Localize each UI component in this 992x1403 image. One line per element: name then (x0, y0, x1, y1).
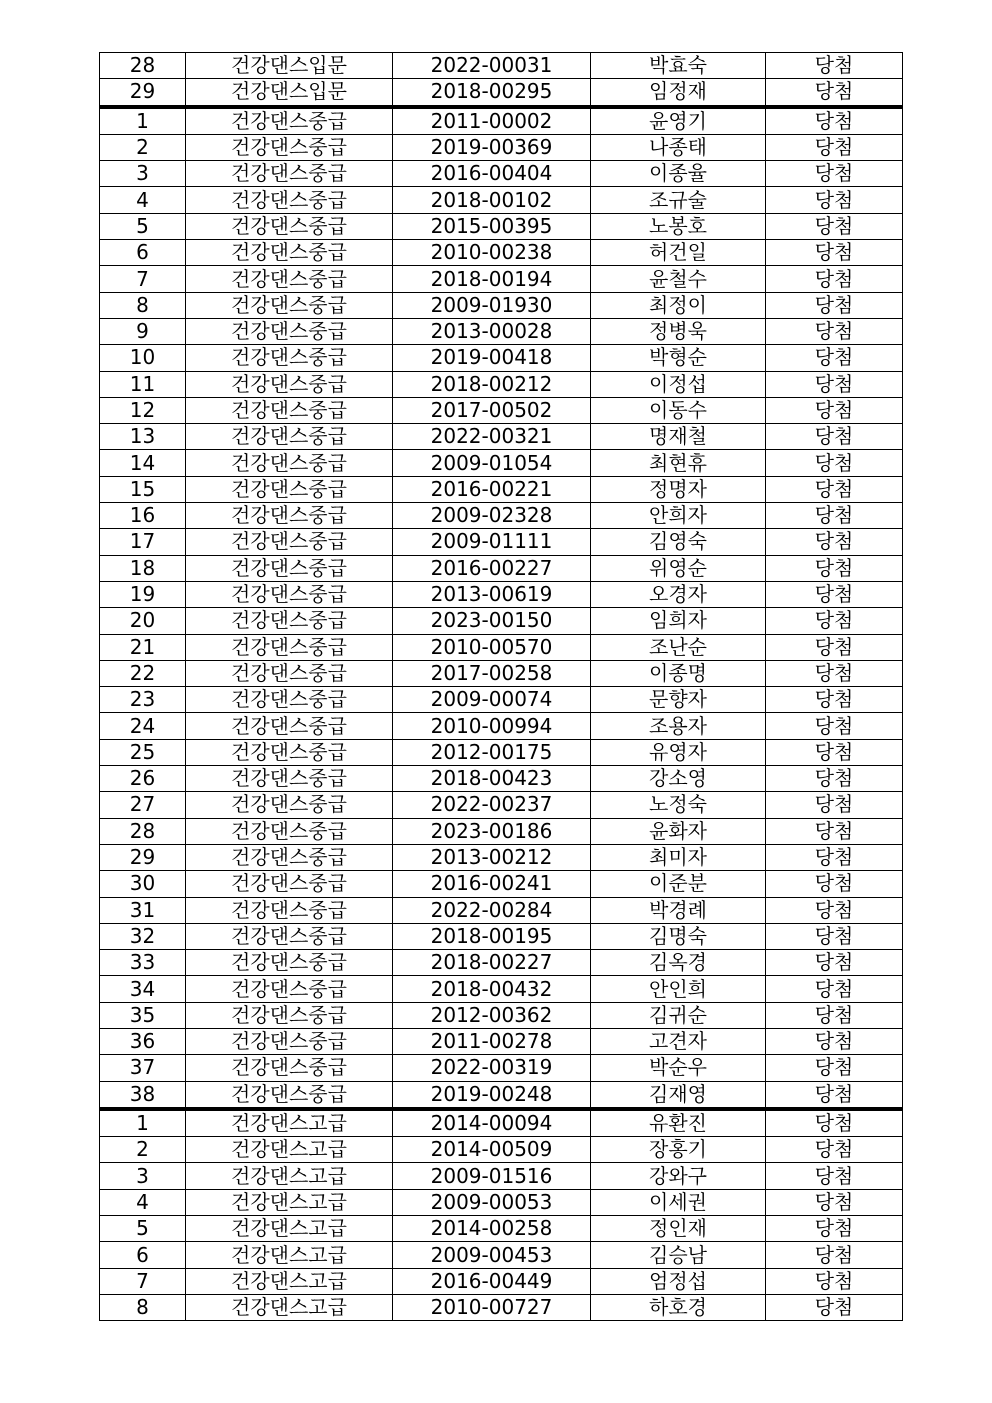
member-id-cell: 2009-00453 (393, 1242, 591, 1268)
row-number-cell: 9 (100, 318, 186, 344)
result-cell: 당첨 (766, 897, 903, 923)
result-cell: 당첨 (766, 450, 903, 476)
class-name-cell: 건강댄스중급 (186, 345, 393, 371)
row-number-cell: 2 (100, 134, 186, 160)
result-cell: 당첨 (766, 1081, 903, 1109)
class-name-cell: 건강댄스중급 (186, 107, 393, 135)
result-cell: 당첨 (766, 134, 903, 160)
member-name-cell: 노봉호 (591, 213, 766, 239)
table-row (100, 792, 903, 818)
table-row (100, 581, 903, 607)
result-cell: 당첨 (766, 1028, 903, 1054)
row-number-cell: 3 (100, 1163, 186, 1189)
row-number-cell: 5 (100, 1216, 186, 1242)
member-id-cell: 2018-00423 (393, 766, 591, 792)
result-cell: 당첨 (766, 1137, 903, 1163)
member-id-cell: 2012-00175 (393, 739, 591, 765)
result-cell: 당첨 (766, 1216, 903, 1242)
member-name-cell: 김명숙 (591, 923, 766, 949)
row-number-cell: 12 (100, 397, 186, 423)
class-name-cell: 건강댄스중급 (186, 476, 393, 502)
result-cell: 당첨 (766, 292, 903, 318)
result-cell: 당첨 (766, 687, 903, 713)
member-id-cell: 2014-00509 (393, 1137, 591, 1163)
row-number-cell: 22 (100, 660, 186, 686)
class-name-cell: 건강댄스고급 (186, 1242, 393, 1268)
member-id-cell: 2010-00570 (393, 634, 591, 660)
row-number-cell: 6 (100, 240, 186, 266)
row-number-cell: 5 (100, 213, 186, 239)
member-id-cell: 2016-00404 (393, 161, 591, 187)
row-number-cell: 33 (100, 950, 186, 976)
table-row (100, 1294, 903, 1320)
class-name-cell: 건강댄스중급 (186, 450, 393, 476)
class-name-cell: 건강댄스중급 (186, 687, 393, 713)
table-row (100, 1081, 903, 1109)
result-cell: 당첨 (766, 79, 903, 107)
class-name-cell: 건강댄스고급 (186, 1109, 393, 1137)
class-name-cell: 건강댄스중급 (186, 529, 393, 555)
member-id-cell: 2023-00186 (393, 818, 591, 844)
result-cell: 당첨 (766, 107, 903, 135)
table-row (100, 187, 903, 213)
class-name-cell: 건강댄스중급 (186, 292, 393, 318)
table-row (100, 555, 903, 581)
row-number-cell: 37 (100, 1055, 186, 1081)
member-id-cell: 2022-00237 (393, 792, 591, 818)
row-number-cell: 38 (100, 1081, 186, 1109)
member-id-cell: 2013-00619 (393, 581, 591, 607)
result-cell: 당첨 (766, 950, 903, 976)
table-row (100, 871, 903, 897)
member-name-cell: 박순우 (591, 1055, 766, 1081)
member-name-cell: 고견자 (591, 1028, 766, 1054)
results-table-body (100, 53, 903, 1321)
member-id-cell: 2016-00241 (393, 871, 591, 897)
table-row (100, 318, 903, 344)
row-number-cell: 30 (100, 871, 186, 897)
table-row (100, 1137, 903, 1163)
member-name-cell: 최현휴 (591, 450, 766, 476)
row-number-cell: 15 (100, 476, 186, 502)
row-number-cell: 11 (100, 371, 186, 397)
class-name-cell: 건강댄스중급 (186, 766, 393, 792)
table-row (100, 79, 903, 107)
member-id-cell: 2019-00418 (393, 345, 591, 371)
row-number-cell: 16 (100, 503, 186, 529)
result-cell: 당첨 (766, 660, 903, 686)
member-id-cell: 2022-00284 (393, 897, 591, 923)
table-row (100, 1163, 903, 1189)
member-name-cell: 이종명 (591, 660, 766, 686)
result-cell: 당첨 (766, 529, 903, 555)
row-number-cell: 29 (100, 844, 186, 870)
table-row (100, 1242, 903, 1268)
row-number-cell: 34 (100, 976, 186, 1002)
class-name-cell: 건강댄스중급 (186, 1055, 393, 1081)
row-number-cell: 3 (100, 161, 186, 187)
table-row (100, 450, 903, 476)
member-name-cell: 노정숙 (591, 792, 766, 818)
member-id-cell: 2009-01930 (393, 292, 591, 318)
member-id-cell: 2018-00102 (393, 187, 591, 213)
member-id-cell: 2014-00258 (393, 1216, 591, 1242)
member-name-cell: 윤철수 (591, 266, 766, 292)
result-cell: 당첨 (766, 213, 903, 239)
member-id-cell: 2015-00395 (393, 213, 591, 239)
member-name-cell: 윤영기 (591, 107, 766, 135)
row-number-cell: 21 (100, 634, 186, 660)
result-cell: 당첨 (766, 503, 903, 529)
class-name-cell: 건강댄스중급 (186, 923, 393, 949)
table-row (100, 1109, 903, 1137)
member-id-cell: 2017-00258 (393, 660, 591, 686)
class-name-cell: 건강댄스중급 (186, 134, 393, 160)
member-id-cell: 2016-00227 (393, 555, 591, 581)
class-name-cell: 건강댄스중급 (186, 844, 393, 870)
table-row (100, 608, 903, 634)
table-row (100, 1055, 903, 1081)
class-name-cell: 건강댄스입문 (186, 79, 393, 107)
member-name-cell: 하호경 (591, 1294, 766, 1320)
row-number-cell: 20 (100, 608, 186, 634)
row-number-cell: 13 (100, 424, 186, 450)
member-name-cell: 장홍기 (591, 1137, 766, 1163)
member-name-cell: 정병욱 (591, 318, 766, 344)
result-cell: 당첨 (766, 318, 903, 344)
result-cell: 당첨 (766, 476, 903, 502)
result-cell: 당첨 (766, 871, 903, 897)
member-name-cell: 위영순 (591, 555, 766, 581)
table-row (100, 923, 903, 949)
row-number-cell: 25 (100, 739, 186, 765)
member-id-cell: 2014-00094 (393, 1109, 591, 1137)
row-number-cell: 7 (100, 1268, 186, 1294)
member-name-cell: 이세권 (591, 1189, 766, 1215)
member-name-cell: 문향자 (591, 687, 766, 713)
row-number-cell: 28 (100, 53, 186, 79)
result-cell: 당첨 (766, 555, 903, 581)
row-number-cell: 17 (100, 529, 186, 555)
member-name-cell: 임희자 (591, 608, 766, 634)
table-row (100, 976, 903, 1002)
row-number-cell: 23 (100, 687, 186, 713)
class-name-cell: 건강댄스중급 (186, 660, 393, 686)
row-number-cell: 35 (100, 1002, 186, 1028)
member-name-cell: 나종태 (591, 134, 766, 160)
result-cell: 당첨 (766, 161, 903, 187)
table-row (100, 503, 903, 529)
row-number-cell: 19 (100, 581, 186, 607)
row-number-cell: 8 (100, 1294, 186, 1320)
class-name-cell: 건강댄스중급 (186, 240, 393, 266)
member-id-cell: 2018-00195 (393, 923, 591, 949)
row-number-cell: 24 (100, 713, 186, 739)
result-cell: 당첨 (766, 53, 903, 79)
class-name-cell: 건강댄스고급 (186, 1294, 393, 1320)
member-name-cell: 안희자 (591, 503, 766, 529)
member-name-cell: 박효숙 (591, 53, 766, 79)
member-name-cell: 이동수 (591, 397, 766, 423)
result-cell: 당첨 (766, 608, 903, 634)
class-name-cell: 건강댄스중급 (186, 818, 393, 844)
result-cell: 당첨 (766, 1242, 903, 1268)
row-number-cell: 29 (100, 79, 186, 107)
member-id-cell: 2022-00319 (393, 1055, 591, 1081)
row-number-cell: 36 (100, 1028, 186, 1054)
result-cell: 당첨 (766, 818, 903, 844)
member-name-cell: 조규술 (591, 187, 766, 213)
class-name-cell: 건강댄스고급 (186, 1137, 393, 1163)
table-row (100, 818, 903, 844)
result-cell: 당첨 (766, 923, 903, 949)
class-name-cell: 건강댄스고급 (186, 1216, 393, 1242)
member-name-cell: 박경례 (591, 897, 766, 923)
member-id-cell: 2018-00212 (393, 371, 591, 397)
member-name-cell: 최미자 (591, 844, 766, 870)
row-number-cell: 27 (100, 792, 186, 818)
result-cell: 당첨 (766, 739, 903, 765)
table-row (100, 766, 903, 792)
table-row (100, 660, 903, 686)
member-name-cell: 안인희 (591, 976, 766, 1002)
member-id-cell: 2011-00002 (393, 107, 591, 135)
member-name-cell: 이정섭 (591, 371, 766, 397)
member-id-cell: 2009-01054 (393, 450, 591, 476)
member-name-cell: 김영숙 (591, 529, 766, 555)
member-name-cell: 박형순 (591, 345, 766, 371)
result-cell: 당첨 (766, 1002, 903, 1028)
member-id-cell: 2019-00248 (393, 1081, 591, 1109)
table-row (100, 371, 903, 397)
class-name-cell: 건강댄스중급 (186, 871, 393, 897)
table-row (100, 1002, 903, 1028)
member-id-cell: 2009-01516 (393, 1163, 591, 1189)
member-name-cell: 정인재 (591, 1216, 766, 1242)
result-cell: 당첨 (766, 1055, 903, 1081)
table-row (100, 634, 903, 660)
result-cell: 당첨 (766, 266, 903, 292)
row-number-cell: 28 (100, 818, 186, 844)
row-number-cell: 1 (100, 107, 186, 135)
row-number-cell: 6 (100, 1242, 186, 1268)
row-number-cell: 2 (100, 1137, 186, 1163)
member-name-cell: 임정재 (591, 79, 766, 107)
table-row (100, 266, 903, 292)
class-name-cell: 건강댄스중급 (186, 897, 393, 923)
row-number-cell: 7 (100, 266, 186, 292)
member-name-cell: 이종율 (591, 161, 766, 187)
result-cell: 당첨 (766, 844, 903, 870)
class-name-cell: 건강댄스중급 (186, 187, 393, 213)
member-id-cell: 2009-02328 (393, 503, 591, 529)
member-id-cell: 2018-00194 (393, 266, 591, 292)
member-name-cell: 유환진 (591, 1109, 766, 1137)
result-cell: 당첨 (766, 187, 903, 213)
class-name-cell: 건강댄스중급 (186, 266, 393, 292)
class-name-cell: 건강댄스중급 (186, 608, 393, 634)
class-name-cell: 건강댄스고급 (186, 1189, 393, 1215)
row-number-cell: 8 (100, 292, 186, 318)
member-name-cell: 명재철 (591, 424, 766, 450)
member-id-cell: 2023-00150 (393, 608, 591, 634)
lottery-results-table (99, 52, 903, 1321)
class-name-cell: 건강댄스중급 (186, 739, 393, 765)
result-cell: 당첨 (766, 424, 903, 450)
member-id-cell: 2019-00369 (393, 134, 591, 160)
table-row (100, 844, 903, 870)
table-row (100, 107, 903, 135)
table-row (100, 713, 903, 739)
table-row (100, 240, 903, 266)
result-cell: 당첨 (766, 766, 903, 792)
class-name-cell: 건강댄스중급 (186, 424, 393, 450)
class-name-cell: 건강댄스중급 (186, 792, 393, 818)
row-number-cell: 14 (100, 450, 186, 476)
member-name-cell: 강와구 (591, 1163, 766, 1189)
member-name-cell: 최정이 (591, 292, 766, 318)
member-id-cell: 2009-00053 (393, 1189, 591, 1215)
table-row (100, 134, 903, 160)
result-cell: 당첨 (766, 1294, 903, 1320)
class-name-cell: 건강댄스고급 (186, 1163, 393, 1189)
member-id-cell: 2016-00221 (393, 476, 591, 502)
table-row (100, 213, 903, 239)
result-cell: 당첨 (766, 792, 903, 818)
table-row (100, 53, 903, 79)
table-row (100, 950, 903, 976)
table-row (100, 1268, 903, 1294)
row-number-cell: 4 (100, 1189, 186, 1215)
class-name-cell: 건강댄스중급 (186, 1028, 393, 1054)
table-row (100, 476, 903, 502)
row-number-cell: 31 (100, 897, 186, 923)
class-name-cell: 건강댄스중급 (186, 371, 393, 397)
result-cell: 당첨 (766, 371, 903, 397)
member-id-cell: 2018-00227 (393, 950, 591, 976)
member-name-cell: 윤화자 (591, 818, 766, 844)
result-cell: 당첨 (766, 345, 903, 371)
member-id-cell: 2010-00994 (393, 713, 591, 739)
member-name-cell: 김귀순 (591, 1002, 766, 1028)
member-id-cell: 2017-00502 (393, 397, 591, 423)
table-row (100, 897, 903, 923)
member-name-cell: 김재영 (591, 1081, 766, 1109)
class-name-cell: 건강댄스중급 (186, 213, 393, 239)
member-id-cell: 2012-00362 (393, 1002, 591, 1028)
table-row (100, 292, 903, 318)
member-id-cell: 2018-00295 (393, 79, 591, 107)
member-name-cell: 김옥경 (591, 950, 766, 976)
table-row (100, 1028, 903, 1054)
result-cell: 당첨 (766, 1189, 903, 1215)
class-name-cell: 건강댄스입문 (186, 53, 393, 79)
member-id-cell: 2009-01111 (393, 529, 591, 555)
member-name-cell: 조난순 (591, 634, 766, 660)
table-row (100, 345, 903, 371)
member-name-cell: 강소영 (591, 766, 766, 792)
class-name-cell: 건강댄스중급 (186, 713, 393, 739)
result-cell: 당첨 (766, 634, 903, 660)
member-id-cell: 2018-00432 (393, 976, 591, 1002)
class-name-cell: 건강댄스중급 (186, 1002, 393, 1028)
table-row (100, 424, 903, 450)
result-cell: 당첨 (766, 397, 903, 423)
table-row (100, 1216, 903, 1242)
member-id-cell: 2010-00238 (393, 240, 591, 266)
row-number-cell: 32 (100, 923, 186, 949)
table-row (100, 1189, 903, 1215)
row-number-cell: 10 (100, 345, 186, 371)
member-name-cell: 유영자 (591, 739, 766, 765)
class-name-cell: 건강댄스중급 (186, 1081, 393, 1109)
member-name-cell: 김승남 (591, 1242, 766, 1268)
table-row (100, 397, 903, 423)
class-name-cell: 건강댄스중급 (186, 581, 393, 607)
class-name-cell: 건강댄스중급 (186, 950, 393, 976)
member-name-cell: 이준분 (591, 871, 766, 897)
table-row (100, 161, 903, 187)
class-name-cell: 건강댄스중급 (186, 503, 393, 529)
member-id-cell: 2011-00278 (393, 1028, 591, 1054)
result-cell: 당첨 (766, 1163, 903, 1189)
member-id-cell: 2016-00449 (393, 1268, 591, 1294)
class-name-cell: 건강댄스중급 (186, 397, 393, 423)
member-id-cell: 2009-00074 (393, 687, 591, 713)
row-number-cell: 26 (100, 766, 186, 792)
class-name-cell: 건강댄스중급 (186, 634, 393, 660)
class-name-cell: 건강댄스중급 (186, 161, 393, 187)
member-name-cell: 정명자 (591, 476, 766, 502)
table-row (100, 687, 903, 713)
member-name-cell: 오경자 (591, 581, 766, 607)
member-name-cell: 허건일 (591, 240, 766, 266)
member-id-cell: 2013-00028 (393, 318, 591, 344)
member-id-cell: 2022-00031 (393, 53, 591, 79)
row-number-cell: 1 (100, 1109, 186, 1137)
result-cell: 당첨 (766, 581, 903, 607)
member-name-cell: 조용자 (591, 713, 766, 739)
class-name-cell: 건강댄스중급 (186, 555, 393, 581)
result-cell: 당첨 (766, 240, 903, 266)
row-number-cell: 4 (100, 187, 186, 213)
member-name-cell: 엄정섭 (591, 1268, 766, 1294)
result-cell: 당첨 (766, 1268, 903, 1294)
table-row (100, 739, 903, 765)
result-cell: 당첨 (766, 1109, 903, 1137)
result-cell: 당첨 (766, 976, 903, 1002)
table-row (100, 529, 903, 555)
class-name-cell: 건강댄스고급 (186, 1268, 393, 1294)
member-id-cell: 2022-00321 (393, 424, 591, 450)
result-cell: 당첨 (766, 713, 903, 739)
member-id-cell: 2010-00727 (393, 1294, 591, 1320)
class-name-cell: 건강댄스중급 (186, 318, 393, 344)
class-name-cell: 건강댄스중급 (186, 976, 393, 1002)
member-id-cell: 2013-00212 (393, 844, 591, 870)
row-number-cell: 18 (100, 555, 186, 581)
